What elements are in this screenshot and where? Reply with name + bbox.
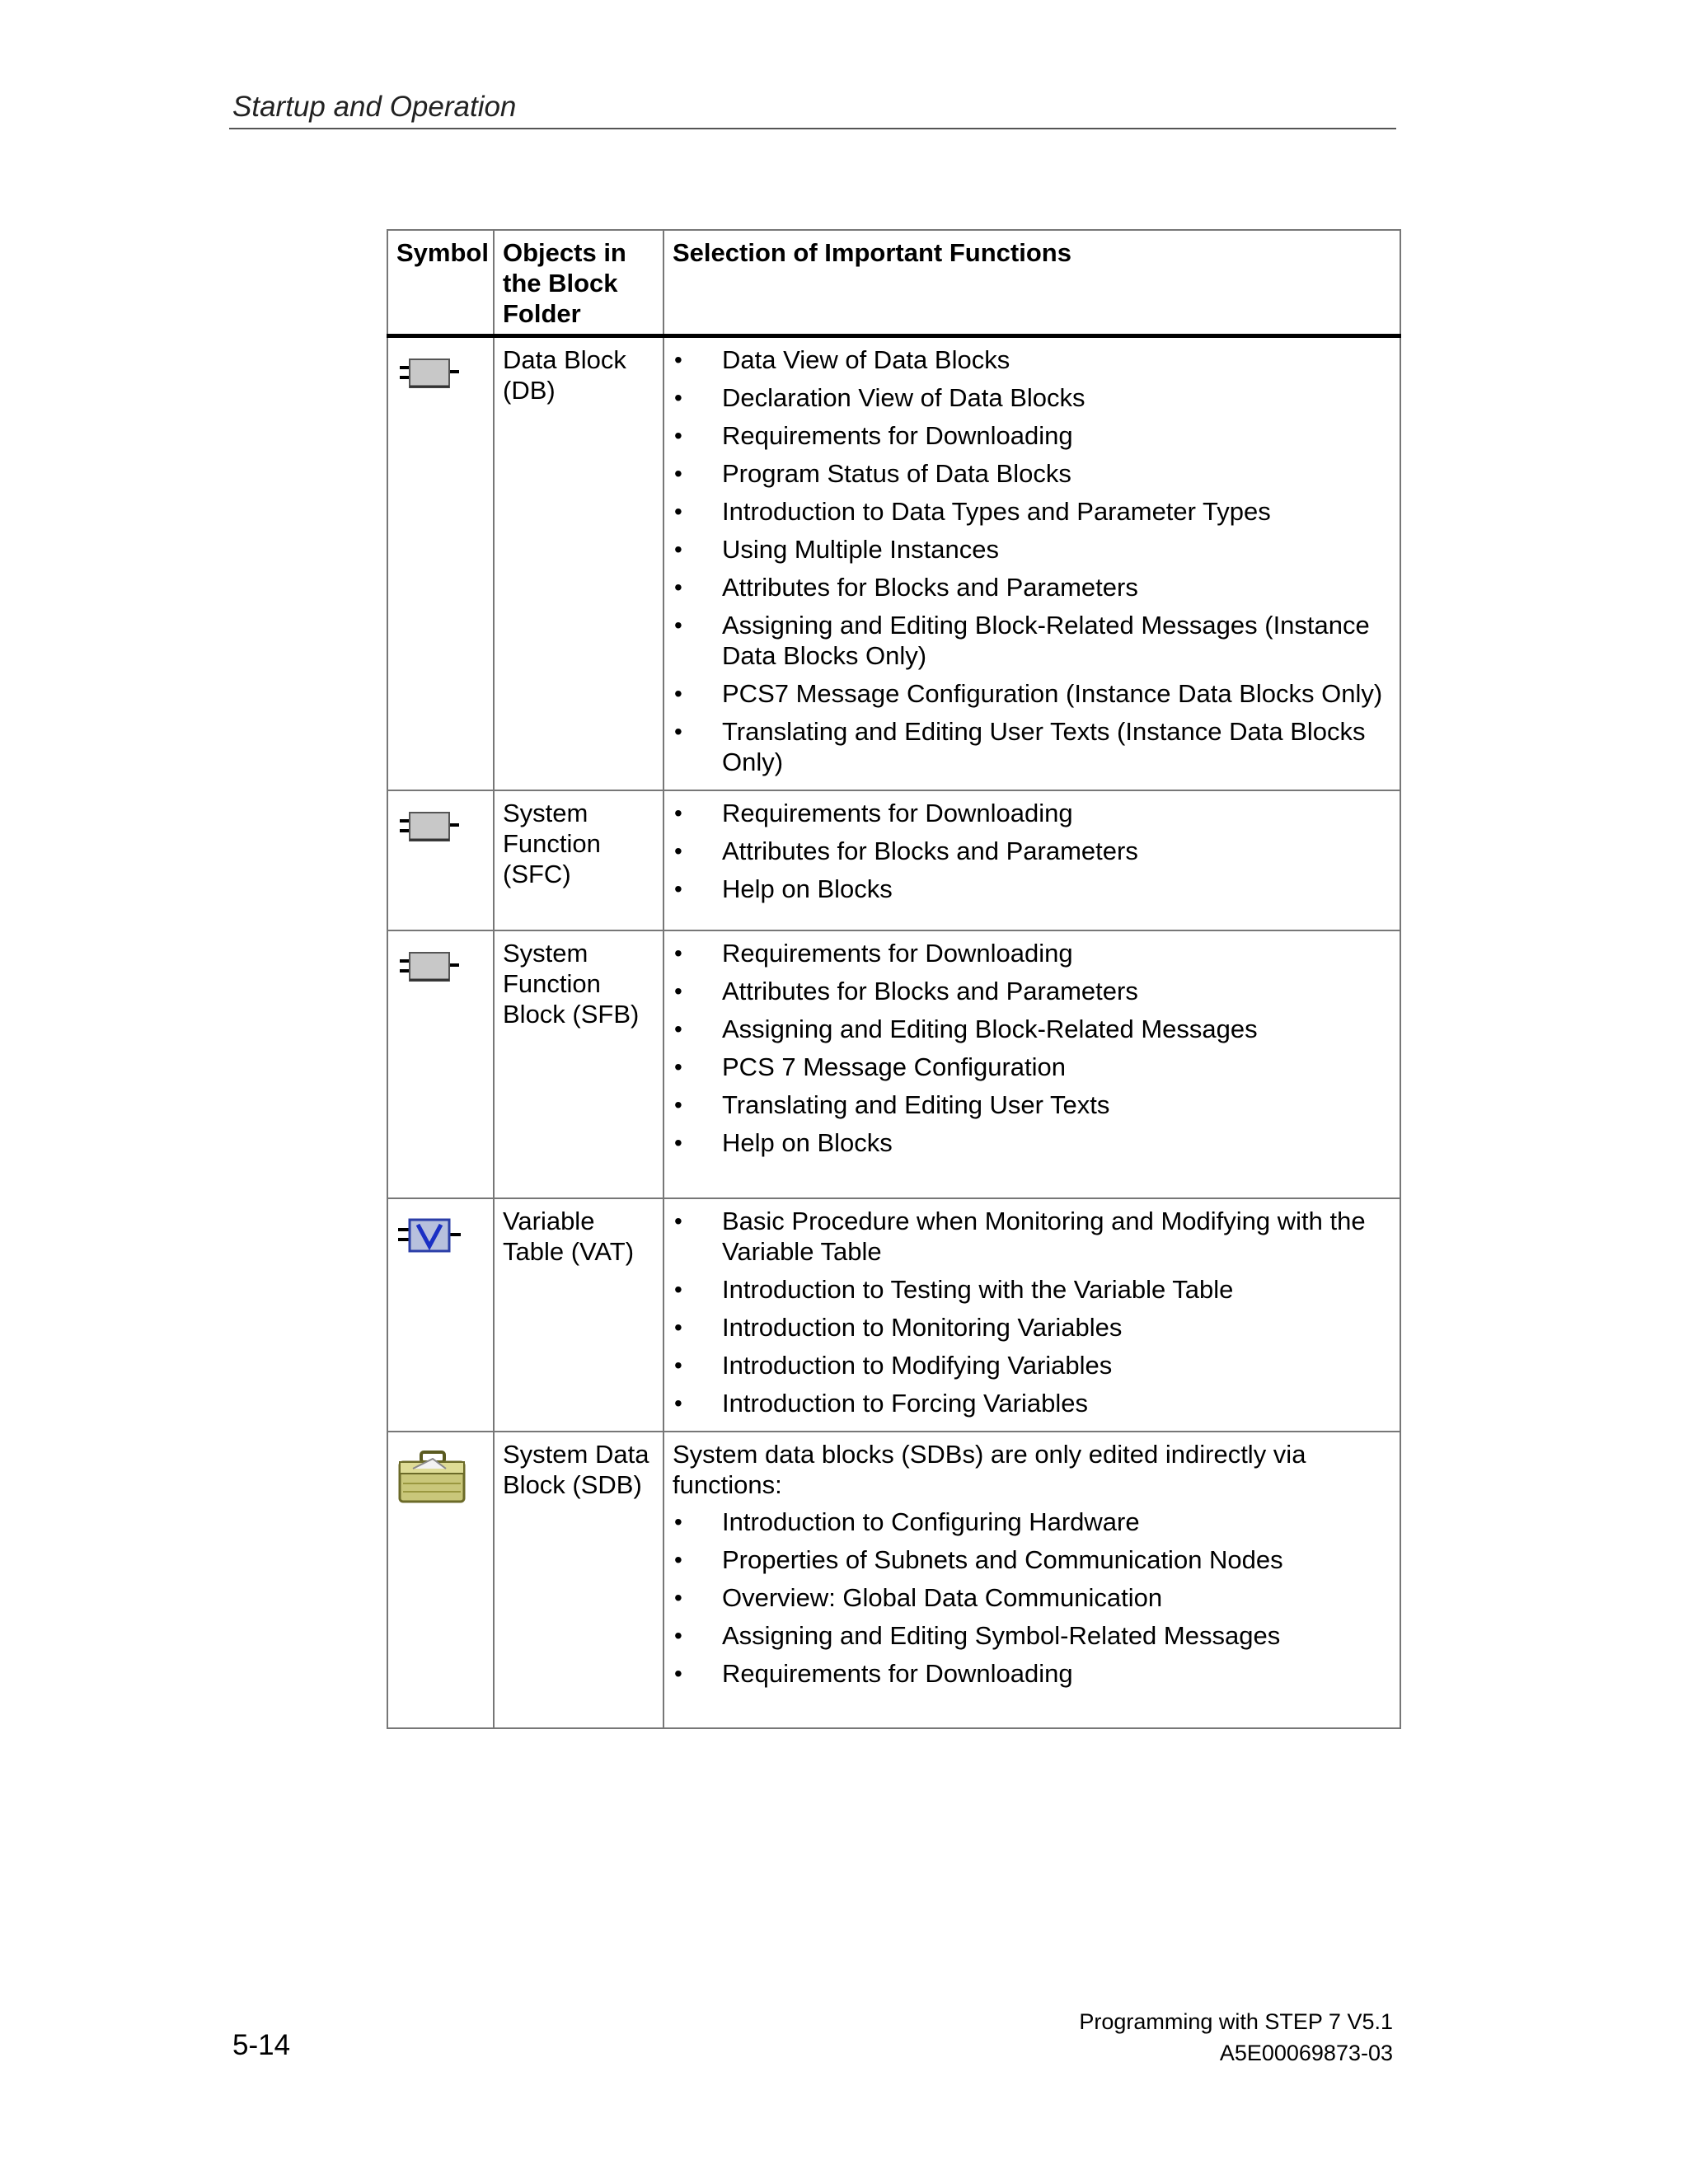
- functions-cell: [663, 790, 1400, 930]
- function-list-item: • Introduction to Monitoring Variables: [673, 1312, 1391, 1343]
- column-header-symbol: Symbol: [387, 230, 494, 336]
- object-name-cell: Variable Table (VAT): [494, 1198, 663, 1432]
- function-list-item: • Assigning and Editing Block-Related Messages (Instance Data Blocks Only): [673, 610, 1391, 671]
- functions-cell: [663, 1432, 1400, 1728]
- function-list-item: • Help on Blocks: [673, 874, 1391, 904]
- table-header-row: [387, 230, 1400, 336]
- block-folder-table: [387, 229, 1401, 1729]
- function-list-item: • Introduction to Modifying Variables: [673, 1350, 1391, 1380]
- function-list-item: • Requirements for Downloading: [673, 1658, 1391, 1689]
- variable-table-icon: [396, 1217, 462, 1260]
- function-list-item: • Requirements for Downloading: [673, 938, 1391, 968]
- function-list: [673, 344, 1391, 777]
- object-name-cell: System Function Block (SFB): [494, 930, 663, 1198]
- function-list-item: • Help on Blocks: [673, 1127, 1391, 1158]
- functions-intro-text: System data blocks (SDBs) are only edited indirectly via functions:: [673, 1440, 1306, 1499]
- function-list-item: • Assigning and Editing Block-Related Messages: [673, 1014, 1391, 1044]
- function-list-item: • Translating and Editing User Texts: [673, 1090, 1391, 1120]
- table-row: [387, 1432, 1400, 1728]
- function-list-item: • Properties of Subnets and Communication Nodes: [673, 1544, 1391, 1575]
- function-list-item: • Requirements for Downloading: [673, 798, 1391, 828]
- function-list-item: • Data View of Data Blocks: [673, 344, 1391, 375]
- function-list-item: • Introduction to Testing with the Variable Table: [673, 1274, 1391, 1305]
- function-list-item: • Introduction to Forcing Variables: [673, 1388, 1391, 1418]
- system-function-block-icon: [396, 949, 462, 991]
- object-name-cell: System Function (SFC): [494, 790, 663, 930]
- object-name-cell: System Data Block (SDB): [494, 1432, 663, 1728]
- symbol-cell: [387, 1432, 494, 1728]
- function-list-item: • Program Status of Data Blocks: [673, 458, 1391, 489]
- function-list-item: • PCS 7 Message Configuration: [673, 1052, 1391, 1082]
- table-row: [387, 930, 1400, 1198]
- data-block-icon: [396, 356, 462, 397]
- function-list-item: • Declaration View of Data Blocks: [673, 382, 1391, 413]
- page-number: 5-14: [232, 2029, 291, 2061]
- function-list: [673, 798, 1391, 904]
- table-row: [387, 336, 1400, 791]
- function-list-item: • Using Multiple Instances: [673, 534, 1391, 565]
- function-list-item: • Attributes for Blocks and Parameters: [673, 836, 1391, 866]
- table-row: [387, 1198, 1400, 1432]
- function-list-item: • Attributes for Blocks and Parameters: [673, 976, 1391, 1006]
- function-list-item: • Attributes for Blocks and Parameters: [673, 572, 1391, 602]
- function-list-item: • Overview: Global Data Communication: [673, 1582, 1391, 1613]
- system-data-block-icon: [396, 1451, 467, 1511]
- function-list-item: • Translating and Editing User Texts (Instance Data Blocks Only): [673, 716, 1391, 777]
- function-list: [673, 1206, 1391, 1418]
- function-list-item: • Assigning and Editing Symbol-Related Messages: [673, 1620, 1391, 1651]
- function-list-item: • Introduction to Data Types and Parameter Types: [673, 496, 1391, 527]
- function-list-item: • Basic Procedure when Monitoring and Modifying with the Variable Table: [673, 1206, 1391, 1267]
- system-function-icon: [396, 809, 462, 851]
- column-header-functions: Selection of Important Functions: [663, 230, 1400, 336]
- page-header-title: Startup and Operation: [232, 91, 517, 123]
- symbol-cell: [387, 1198, 494, 1432]
- column-header-objects: Objects in the Block Folder: [494, 230, 663, 336]
- functions-cell: [663, 1198, 1400, 1432]
- symbol-cell: [387, 336, 494, 791]
- function-list: [673, 1507, 1391, 1689]
- symbol-cell: [387, 790, 494, 930]
- table-row: [387, 790, 1400, 930]
- function-list-item: • Requirements for Downloading: [673, 420, 1391, 451]
- functions-cell: [663, 336, 1400, 791]
- footer-doc-number: A5E00069873-03: [1219, 2041, 1393, 2065]
- header-divider: [229, 128, 1396, 129]
- function-list-item: • PCS7 Message Configuration (Instance Data Blocks Only): [673, 678, 1391, 709]
- function-list: [673, 938, 1391, 1158]
- functions-cell: [663, 930, 1400, 1198]
- object-name-cell: Data Block (DB): [494, 336, 663, 791]
- function-list-item: • Introduction to Configuring Hardware: [673, 1507, 1391, 1537]
- symbol-cell: [387, 930, 494, 1198]
- footer-book-title: Programming with STEP 7 V5.1: [1079, 2009, 1393, 2034]
